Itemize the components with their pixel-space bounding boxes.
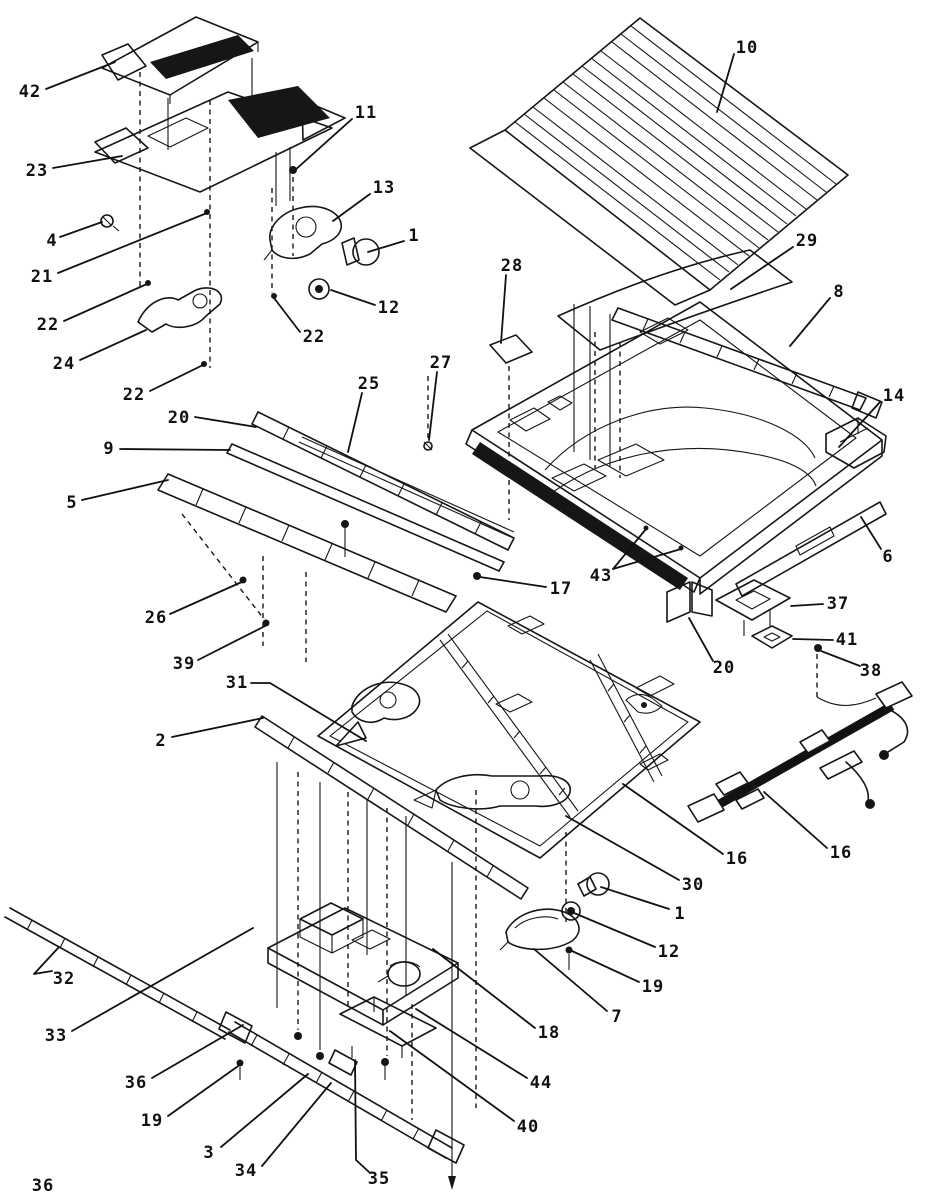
part-number-label: 14	[882, 386, 906, 406]
part-1-bulb-top	[342, 238, 379, 265]
part-number-label: 22	[302, 327, 326, 347]
leader-line	[198, 625, 267, 660]
part-29-panel	[558, 250, 792, 350]
leader-line	[348, 393, 362, 452]
leader-line	[80, 330, 146, 360]
part-number-label: 24	[52, 354, 76, 374]
leader-line	[64, 284, 147, 321]
part-number-label: 16	[829, 843, 853, 863]
part-number-label: 3	[203, 1143, 215, 1163]
part-number-label: 16	[725, 849, 749, 869]
leader-line	[170, 581, 244, 614]
part-number-label: 21	[30, 267, 54, 287]
screw-19-bottom-right	[566, 947, 573, 971]
part-number-label: 25	[357, 374, 381, 394]
part-number-label: 19	[641, 977, 665, 997]
leader-line	[152, 1025, 243, 1078]
part-23-shelf-frame	[95, 86, 345, 192]
part-35-end-block	[428, 1130, 464, 1163]
part-37-cover-plate	[716, 580, 790, 636]
leader-line	[501, 275, 506, 343]
leader-line	[572, 951, 639, 982]
leader-line	[120, 449, 230, 450]
part-number-label: 29	[795, 231, 819, 251]
callout-layer	[19, 38, 905, 1196]
part-number-label: 4	[46, 231, 58, 251]
part-number-label: 28	[500, 256, 524, 276]
leader-line	[168, 1064, 241, 1116]
part-12-grommet-bottom	[562, 902, 580, 920]
part-number-label: 33	[44, 1026, 68, 1046]
part-number-label: 36	[124, 1073, 148, 1093]
part-1-bulb-bottom	[578, 873, 609, 896]
leader-line	[566, 816, 679, 880]
leader-line	[790, 298, 830, 346]
leader-line	[262, 1083, 331, 1166]
rail-5	[158, 474, 456, 612]
leader-line	[429, 372, 437, 440]
part-number-label: 9	[103, 439, 115, 459]
part-12-grommet-top	[309, 279, 329, 299]
part-30-divider-plate	[318, 602, 700, 858]
leader-line	[60, 222, 102, 237]
part-7-lamp-shroud	[500, 909, 579, 950]
leader-line	[416, 1009, 527, 1078]
leader-line	[172, 718, 263, 737]
leader-line	[793, 639, 833, 640]
part-20-spacer-block	[667, 582, 712, 622]
part-number-label: 37	[826, 594, 850, 614]
part-number-label: 12	[377, 298, 401, 318]
screw-17	[473, 572, 481, 580]
leader-line	[574, 913, 655, 947]
leader-line	[623, 784, 723, 854]
leader-line	[82, 480, 168, 500]
part-16-wiring-harness	[688, 682, 912, 822]
part-number-label: 38	[859, 661, 883, 681]
leader-line	[274, 298, 300, 332]
part-10-evaporator-cover	[470, 18, 848, 305]
part-3-bottom-rail	[219, 1012, 464, 1163]
part-number-label: 10	[735, 38, 759, 58]
part-number-label: 43	[589, 566, 613, 586]
part-28-plate	[490, 335, 532, 520]
part-number-label: 36	[31, 1176, 55, 1196]
part-number-label: 32	[52, 969, 76, 989]
leader-line	[195, 417, 256, 427]
part-number-label: 40	[516, 1117, 540, 1137]
rail-9	[227, 444, 504, 571]
part-number-label: 18	[537, 1023, 561, 1043]
part-number-label: 1	[674, 904, 686, 924]
part-number-label: 17	[549, 579, 573, 599]
part-number-label: 44	[529, 1073, 553, 1093]
part-number-label: 20	[167, 408, 191, 428]
leader-line	[791, 604, 823, 606]
part-41-plate	[752, 626, 792, 648]
part-number-label: 31	[225, 673, 249, 693]
part-number-label: 12	[657, 942, 681, 962]
leader-line	[534, 949, 607, 1011]
part-number-label: 22	[122, 385, 146, 405]
part-number-label: 22	[36, 315, 60, 335]
part-number-label: 39	[172, 654, 196, 674]
leader-line	[764, 792, 827, 848]
part-24-bracket	[138, 288, 221, 332]
leader-line	[221, 1074, 308, 1147]
part-31-bracket	[352, 682, 420, 722]
part-42-upper-tray	[102, 17, 258, 104]
part-number-label: 41	[835, 630, 859, 650]
part-number-label: 13	[372, 178, 396, 198]
part-2-rail	[255, 716, 528, 899]
leader-line	[821, 651, 860, 666]
part-number-label: 20	[712, 658, 736, 678]
part-number-label: 34	[234, 1161, 258, 1181]
part-number-label: 27	[429, 353, 453, 373]
part-number-label: 23	[25, 161, 49, 181]
leader-line	[689, 618, 713, 661]
part-number-label: 35	[367, 1169, 391, 1189]
part-number-label: 8	[833, 282, 845, 302]
leader-line	[601, 887, 669, 909]
part-number-label: 2	[155, 731, 167, 751]
part-number-label: 42	[18, 82, 42, 102]
part-number-label: 11	[354, 103, 378, 123]
leader-line	[480, 577, 546, 587]
leader-line	[53, 156, 122, 168]
leader-line	[72, 928, 253, 1031]
leader-line	[433, 949, 535, 1028]
part-number-label: 7	[611, 1007, 623, 1027]
part-number-label: 1	[408, 226, 420, 246]
part-number-label: 5	[66, 493, 78, 513]
part-8-rail	[612, 308, 882, 418]
part-13-lamp-bracket	[264, 206, 341, 260]
leader-line	[46, 62, 115, 89]
leader-line	[58, 213, 207, 273]
leader-line	[731, 247, 793, 289]
leader-line	[355, 1060, 369, 1172]
leader-line	[368, 241, 404, 252]
part-number-label: 6	[882, 547, 894, 567]
leader-line	[150, 365, 203, 391]
part-number-label: 26	[144, 608, 168, 628]
part-number-label: 30	[681, 875, 705, 895]
part-number-label: 19	[140, 1111, 164, 1131]
leader-line	[333, 194, 370, 221]
leader-line	[331, 290, 375, 305]
